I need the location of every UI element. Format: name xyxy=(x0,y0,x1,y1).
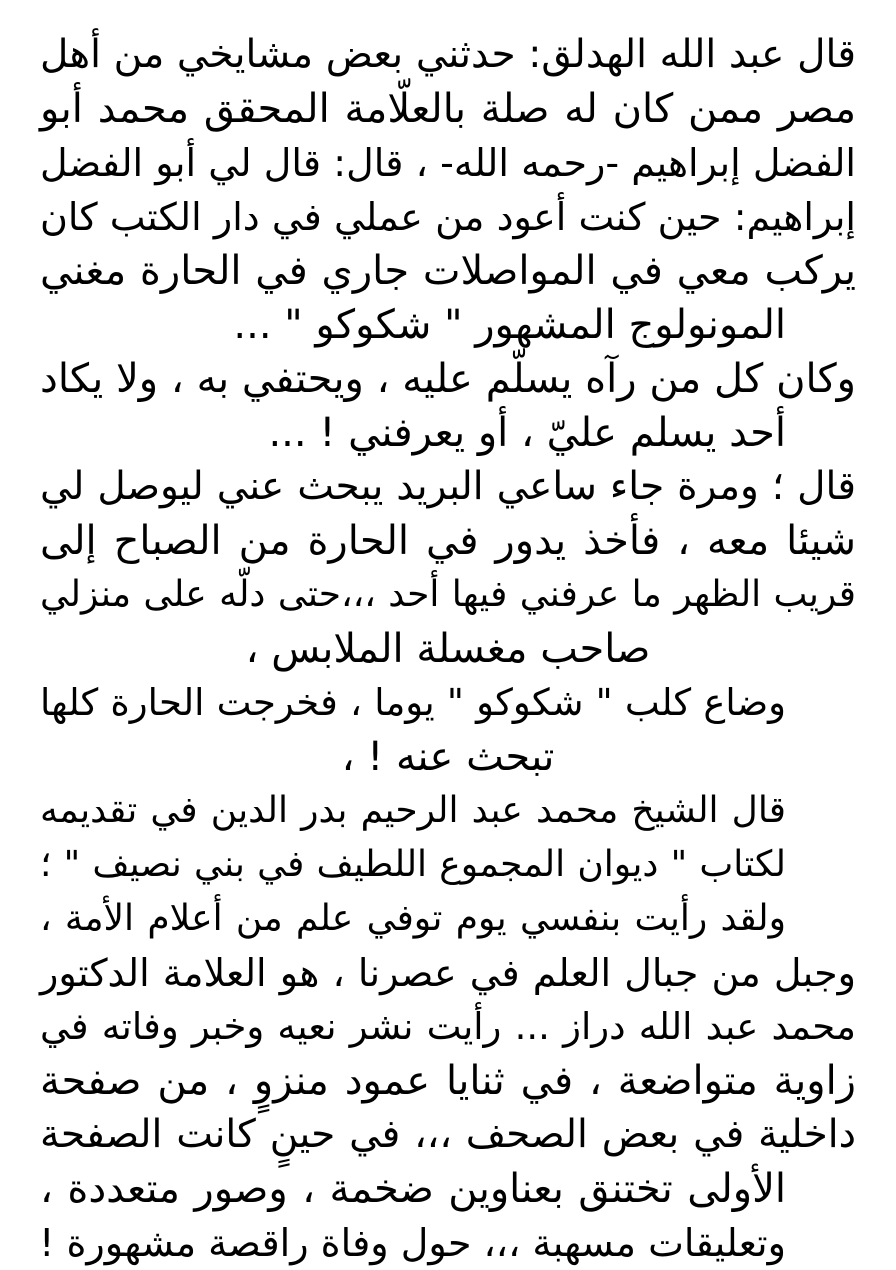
text-line: محمد عبد الله دراز ... رأيت نشر نعيه وخبر وفاته في xyxy=(40,1005,856,1048)
text-line: داخلية في بعض الصحف ،،، في حينٍ كانت الصفحة xyxy=(40,1112,856,1157)
text-line: قال الشيخ محمد عبد الرحيم بدر الدين في تقديمه xyxy=(40,790,786,831)
text-line: قال عبد الله الهدلق: حدثني بعض مشايخي من أهل xyxy=(40,32,856,77)
text-line: قريب الظهر ما عرفني فيها أحد ،،،حتى دلّه على منزلي xyxy=(40,574,856,615)
text-line: الأولى تختنق بعناوين ضخمة ، وصور متعددة ، xyxy=(40,1166,786,1212)
text-line: قال ؛ ومرة جاء ساعي البريد يبحث عني ليوصل لي xyxy=(40,464,856,509)
text-line: وضاع كلب " شكوكو " يوما ، فخرجت الحارة كلها xyxy=(40,681,786,724)
text-line: وجبل من جبال العلم في عصرنا ، هو العلامة الدكتور xyxy=(40,951,856,995)
text-line: أحد يسلم عليّ ، أو يعرفني ! ... xyxy=(268,410,786,456)
text-line: مصر ممن كان له صلة بالعلّامة المحقق محمد أبو xyxy=(40,86,856,132)
text-line: شيئا معه ، فأخذ يدور في الحارة من الصباح إلى xyxy=(40,518,856,564)
text-line: صاحب مغسلة الملابس ، xyxy=(245,626,651,672)
text-line: ولقد رأيت بنفسي يوم توفي علم من أعلام الأمة ، xyxy=(40,898,786,939)
text-line: الفضل إبراهيم -رحمه الله- ، قال: قال لي أبو الفضل xyxy=(40,141,856,185)
text-line: لكتاب " ديوان المجموع اللطيف في بني نصيف " ؛ xyxy=(40,844,786,885)
text-line: وكان كل من رآه يسلّم عليه ، ويحتفي به ، ولا يكاد xyxy=(40,356,856,402)
text-line: زاوية متواضعة ، في ثنايا عمود منزوٍ ، من صفحة xyxy=(40,1058,856,1104)
text-line: وتعليقات مسهبة ،،، حول وفاة راقصة مشهورة ! xyxy=(39,1221,786,1265)
text-line: تبحث عنه ! ، xyxy=(341,734,555,780)
text-line: المونولوج المشهور " شكوكو " ... xyxy=(233,302,786,348)
text-line: يركب معي في المواصلات جاري في الحارة مغني xyxy=(40,248,856,294)
text-line: إبراهيم: حين كنت أعود من عملي في دار الكتب كان xyxy=(40,195,856,239)
